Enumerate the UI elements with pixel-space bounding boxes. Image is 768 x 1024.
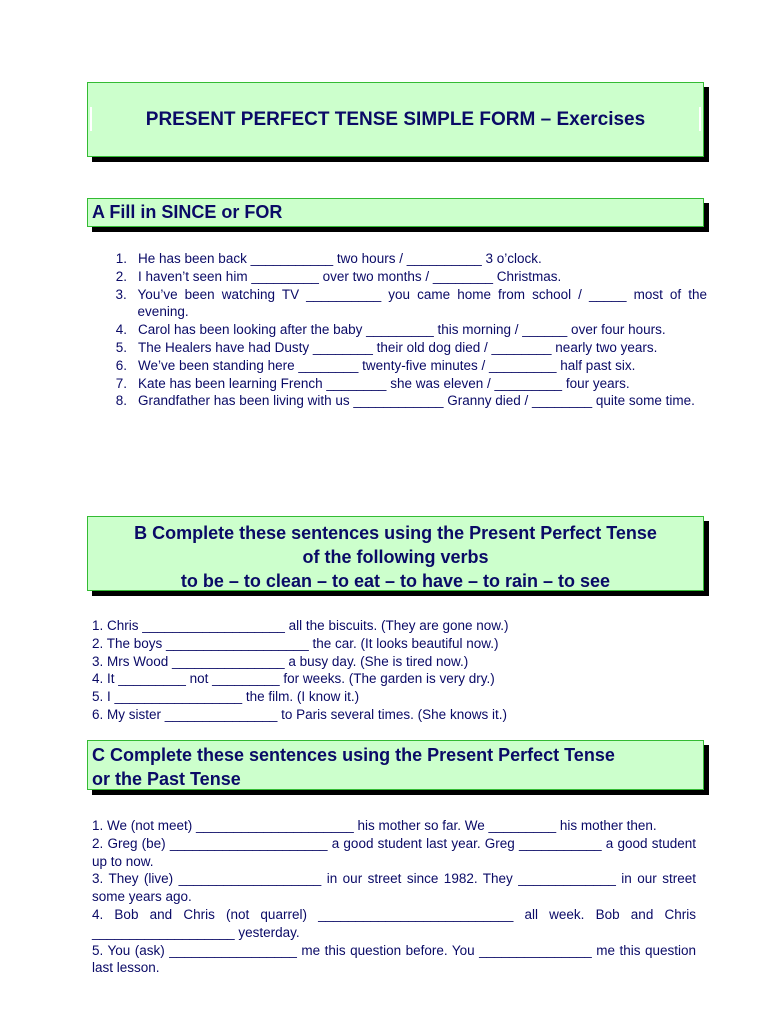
list-item: 3. Mrs Wood _______________ a busy day. (She is tired now.) (92, 653, 469, 669)
item-number: 1. (115, 251, 127, 266)
list-item (107, 339, 707, 357)
section-b-verbs-line: to be – to clean – to eat – to have – to rain – to see (180, 571, 611, 591)
section-c-heading-line: C Complete these sentences using the Present Perfect Tense (92, 745, 615, 765)
section-c-heading-line: or the Past Tense (92, 769, 241, 789)
section-b-heading (88, 517, 703, 593)
list-item: 5. I _________________ the film. (I know it.) (92, 689, 360, 705)
item-text: He has been back ___________ two hours / __________ 3 o’clock. (138, 251, 542, 266)
section-b-heading-line: of the following verbs (302, 547, 489, 567)
list-item (107, 268, 707, 286)
section-b-heading-box (87, 516, 704, 591)
item-text: Kate has been learning French ________ she was eleven / _________ four years. (138, 375, 630, 391)
item-number: 6. (115, 357, 127, 373)
item-text: We’ve been standing here ________ twenty-five minutes / _________ half past six. (138, 357, 636, 373)
list-item (107, 286, 707, 322)
list-item (107, 250, 707, 268)
section-c-heading (92, 743, 615, 791)
item-number: 4. (115, 322, 127, 338)
item-number: 5. (115, 339, 127, 355)
item-number: 8. (115, 393, 127, 409)
list-item: 1. Chris ___________________ all the biscuits. (They are gone now.) (92, 618, 509, 633)
list-item: 1. We (not meet) _____________________ his mother so far. We _________ his mother then. (92, 818, 657, 833)
item-text: You’ve been watching TV __________ you came home from school / _____ most of the evening. (137, 286, 707, 320)
section-a-heading: A Fill in SINCE or FOR (92, 202, 283, 222)
title-box (87, 82, 704, 157)
item-text: Grandfather has been living with us ____________ Granny died / ________ quite some time. (138, 393, 695, 409)
section-b-list (92, 617, 704, 724)
section-a-heading-box (87, 198, 704, 227)
section-c-list (92, 817, 696, 977)
item-number: 7. (115, 375, 127, 391)
list-item (107, 392, 707, 410)
item-text: Carol has been looking after the baby _________ this morning / ______ over four hours. (138, 322, 666, 338)
list-item: 6. My sister _______________ to Paris several times. (She knows it.) (92, 706, 507, 722)
title-box-right-mark (699, 107, 701, 131)
list-item: 4. It _________ not _________ for weeks. (The garden is very dry.) (92, 671, 495, 687)
list-item (107, 321, 707, 339)
list-item (107, 375, 707, 393)
item-text: The Healers have had Dusty ________ their old dog died / ________ nearly two years. (138, 339, 658, 355)
list-item: 2. The boys ___________________ the car. (It looks beautiful now.) (92, 635, 499, 651)
list-item: 2. Greg (be) _____________________ a good student last year. Greg ___________ a good student up to now. (92, 835, 696, 869)
item-text: I haven’t seen him _________ over two months / ________ Christmas. (138, 268, 562, 284)
list-item: 4. Bob and Chris (not quarrel) __________________________ all week. Bob and Chris ___________________ yesterday. (92, 906, 696, 940)
item-number: 3. (115, 286, 127, 302)
section-a-list (107, 250, 707, 410)
list-item: 5. You (ask) _________________ me this question before. You _______________ me this question last lesson. (92, 942, 696, 976)
list-item: 3. They (live) ___________________ in our street since 1982. They _____________ in our street some years ago. (92, 871, 696, 905)
page-title: PRESENT PERFECT TENSE SIMPLE FORM – Exercises (145, 109, 646, 130)
list-item (107, 357, 707, 375)
item-number: 2. (115, 268, 127, 284)
section-c-heading-box (87, 740, 704, 790)
section-b-heading-line: B Complete these sentences using the Present Perfect Tense (134, 523, 657, 543)
